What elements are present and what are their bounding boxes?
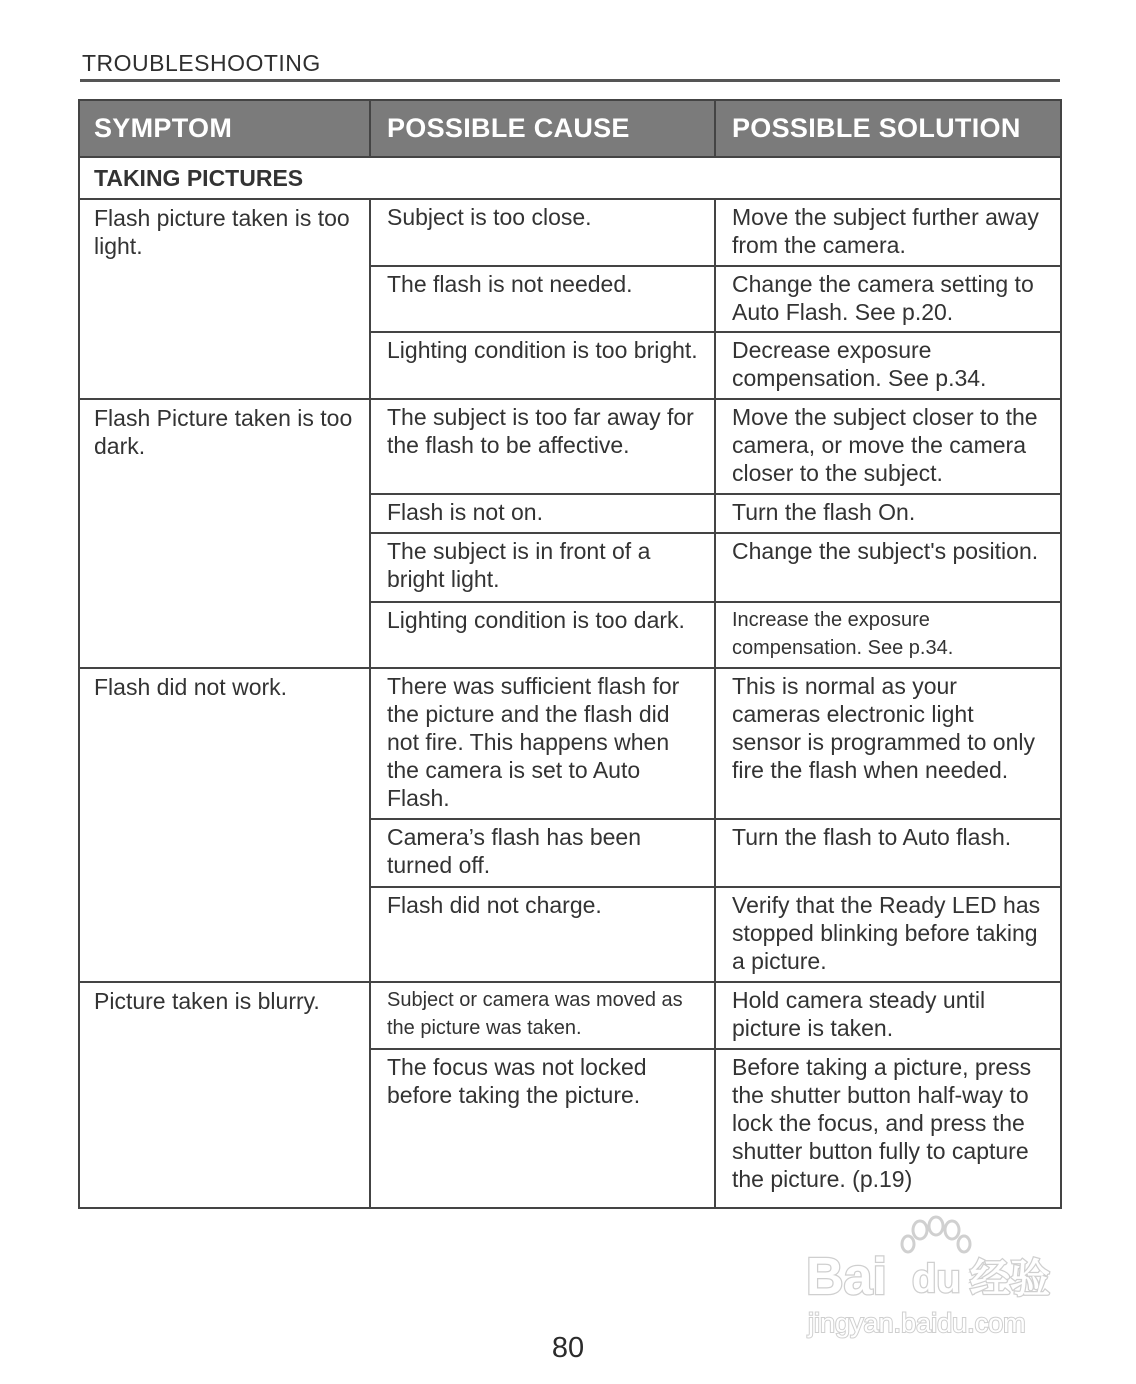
header-possible-cause: POSSIBLE CAUSE bbox=[370, 100, 715, 157]
header-symptom: SYMPTOM bbox=[79, 100, 370, 157]
symptom-cell: Picture taken is blurry. bbox=[79, 982, 370, 1208]
solution-cell: Increase the exposure compensation. See p.34. bbox=[715, 602, 1061, 668]
cause-cell: Lighting condition is too bright. bbox=[370, 332, 715, 399]
page-number: 80 bbox=[551, 1332, 585, 1364]
troubleshooting-table bbox=[78, 99, 1062, 1209]
cause-cell: There was sufficient flash for the picture and the flash did not fire. This happens when the camera is set to Auto Flash. bbox=[370, 668, 715, 819]
symptom-cell: Flash Picture taken is too dark. bbox=[79, 399, 370, 668]
solution-cell: Before taking a picture, press the shutter button half-way to lock the focus, and press the shutter button fully to capture the picture. (p.19) bbox=[715, 1049, 1061, 1208]
section-title: TROUBLESHOOTING bbox=[82, 50, 321, 76]
cause-cell: Subject or camera was moved as the picture was taken. bbox=[370, 982, 715, 1049]
solution-cell: This is normal as your cameras electronic light sensor is programmed to only fire the flash when needed. bbox=[715, 668, 1061, 819]
table-row bbox=[79, 982, 1061, 1049]
watermark-brand: Bai bbox=[806, 1248, 887, 1306]
cause-cell: The focus was not locked before taking the picture. bbox=[370, 1049, 715, 1208]
section-label-taking-pictures: TAKING PICTURES bbox=[79, 157, 1061, 199]
table-row bbox=[79, 399, 1061, 494]
cause-cell: Flash is not on. bbox=[370, 494, 715, 533]
symptom-cell: Flash did not work. bbox=[79, 668, 370, 982]
symptom-cell: Flash picture taken is too light. bbox=[79, 199, 370, 399]
cause-cell: Flash did not charge. bbox=[370, 887, 715, 982]
cause-cell: Lighting condition is too dark. bbox=[370, 602, 715, 668]
section-row bbox=[79, 157, 1061, 199]
baidu-watermark bbox=[800, 1210, 1070, 1340]
watermark-url: jingyan.baidu.com bbox=[808, 1308, 1026, 1338]
solution-cell: Turn the flash On. bbox=[715, 494, 1061, 533]
table-row bbox=[79, 668, 1061, 819]
solution-cell: Change the subject's position. bbox=[715, 533, 1061, 602]
solution-cell: Move the subject closer to the camera, or move the camera closer to the subject. bbox=[715, 399, 1061, 494]
table-header-row bbox=[79, 100, 1061, 157]
cause-cell: Subject is too close. bbox=[370, 199, 715, 266]
solution-cell: Move the subject further away from the camera. bbox=[715, 199, 1061, 266]
solution-cell: Decrease exposure compensation. See p.34. bbox=[715, 332, 1061, 399]
solution-cell: Verify that the Ready LED has stopped blinking before taking a picture. bbox=[715, 887, 1061, 982]
cause-cell: The subject is too far away for the flash to be affective. bbox=[370, 399, 715, 494]
watermark-brand-mark: du bbox=[912, 1257, 961, 1301]
table-row bbox=[79, 199, 1061, 266]
header-possible-solution: POSSIBLE SOLUTION bbox=[715, 100, 1061, 157]
solution-cell: Turn the flash to Auto flash. bbox=[715, 819, 1061, 887]
cause-cell: Camera’s flash has been turned off. bbox=[370, 819, 715, 887]
solution-cell: Change the camera setting to Auto Flash. See p.20. bbox=[715, 266, 1061, 332]
cause-cell: The subject is in front of a bright light. bbox=[370, 533, 715, 602]
solution-cell: Hold camera steady until picture is taken. bbox=[715, 982, 1061, 1049]
cause-cell: The flash is not needed. bbox=[370, 266, 715, 332]
header-rule bbox=[80, 79, 1060, 82]
paw-logo-icon bbox=[902, 1217, 970, 1252]
watermark-cn-text: 经验 bbox=[970, 1257, 1050, 1301]
